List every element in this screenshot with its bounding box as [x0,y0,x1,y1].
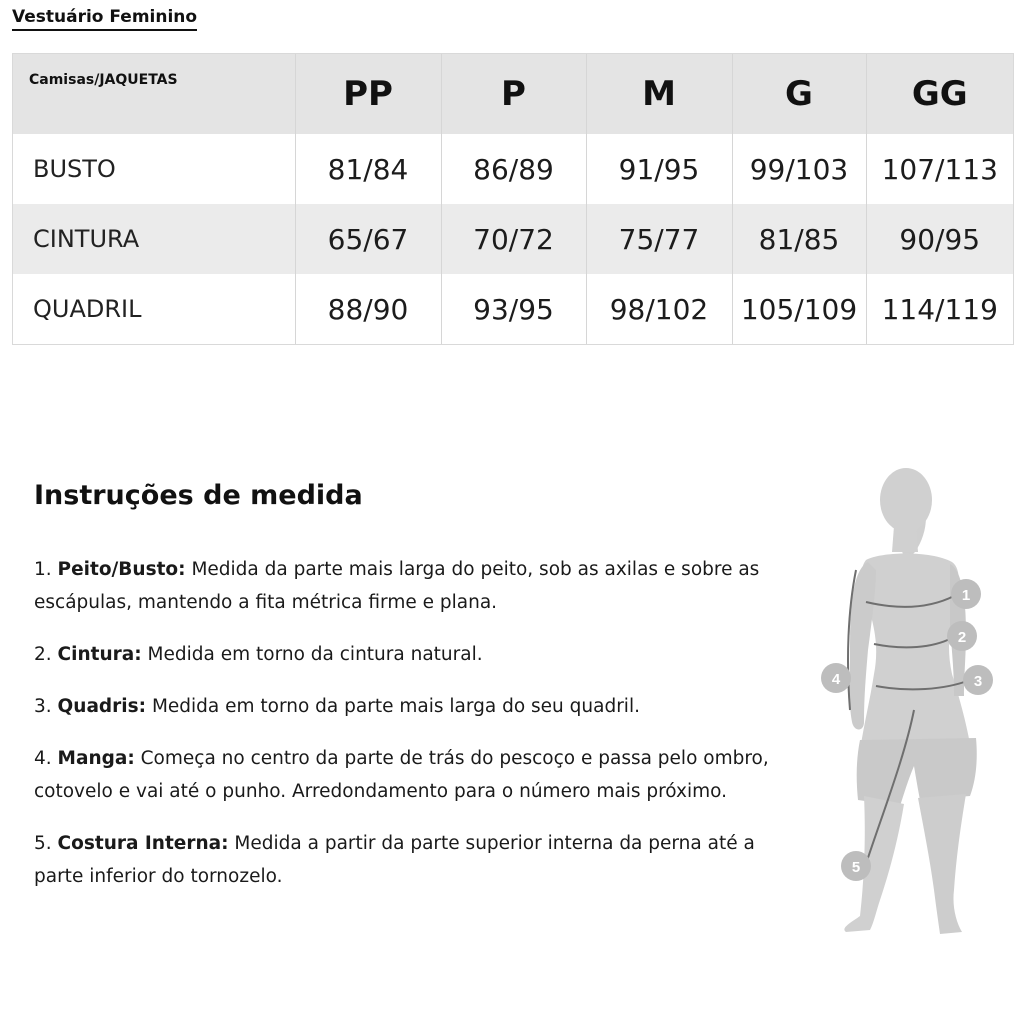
marker-4 [821,663,851,693]
list-item [34,827,794,893]
table-row-busto [13,134,1013,204]
size-header-pp: PP [295,54,441,134]
table-cell: 88/90 [295,274,441,344]
item-text: Medida da parte mais larga do peito, sob as axilas e sobre as escápulas, mantendo a fita métrica firme e plana. [34,559,760,613]
size-header-p: P [441,54,586,134]
table-cell: 91/95 [586,134,732,204]
instructions-list [34,553,794,912]
row-label: BUSTO [13,134,295,204]
page-title: Vestuário Feminino [12,6,197,31]
table-cell: 90/95 [866,204,1013,274]
measurement-figure [780,460,1010,950]
item-number: 5. [34,833,52,854]
item-number: 3. [34,696,52,717]
item-term: Costura Interna: [57,833,229,854]
marker-label: 1 [961,587,971,604]
marker-label: 5 [851,859,861,876]
table-cell: 114/119 [866,274,1013,344]
table-header-row [13,54,1013,134]
list-item [34,553,794,619]
table-cell: 99/103 [732,134,866,204]
list-item [34,638,794,671]
table-cell: 81/85 [732,204,866,274]
size-header-g: G [732,54,866,134]
table-cell: 105/109 [732,274,866,344]
item-number: 1. [34,559,52,580]
item-text: Medida a partir da parte superior interna da perna até a parte inferior do tornozelo. [34,833,755,887]
item-text: Medida em torno da cintura natural. [147,644,483,665]
table-cell: 75/77 [586,204,732,274]
table-cell: 93/95 [441,274,586,344]
marker-label: 3 [973,673,983,690]
item-term: Manga: [57,748,135,769]
marker-2 [947,621,977,651]
item-text: Começa no centro da parte de trás do pescoço e passa pelo ombro, cotovelo e vai até o punho. Arredondamento para o número mais próximo. [34,748,769,802]
item-term: Peito/Busto: [57,559,186,580]
item-number: 2. [34,644,52,665]
table-row-quadril [13,274,1013,344]
table-cell: 98/102 [586,274,732,344]
row-label: CINTURA [13,204,295,274]
marker-5 [841,851,871,881]
marker-label: 4 [831,671,841,688]
table-cell: 107/113 [866,134,1013,204]
item-term: Quadris: [57,696,147,717]
table-cell: 70/72 [441,204,586,274]
list-item [34,690,794,723]
table-cell: 86/89 [441,134,586,204]
instructions-title: Instruções de medida [34,480,363,511]
table-corner-label: Camisas/JAQUETAS [13,54,295,134]
body-silhouette-icon [780,460,1010,950]
item-text: Medida em torno da parte mais larga do seu quadril. [151,696,640,717]
size-header-m: M [586,54,732,134]
table-cell: 65/67 [295,204,441,274]
table-row-cintura [13,204,1013,274]
size-chart-table [13,54,1013,344]
table-cell: 81/84 [295,134,441,204]
list-item [34,742,794,808]
row-label: QUADRIL [13,274,295,344]
size-header-gg: GG [866,54,1013,134]
marker-label: 2 [957,629,967,646]
item-term: Cintura: [57,644,142,665]
marker-3 [963,665,993,695]
item-number: 4. [34,748,52,769]
marker-1 [951,579,981,609]
